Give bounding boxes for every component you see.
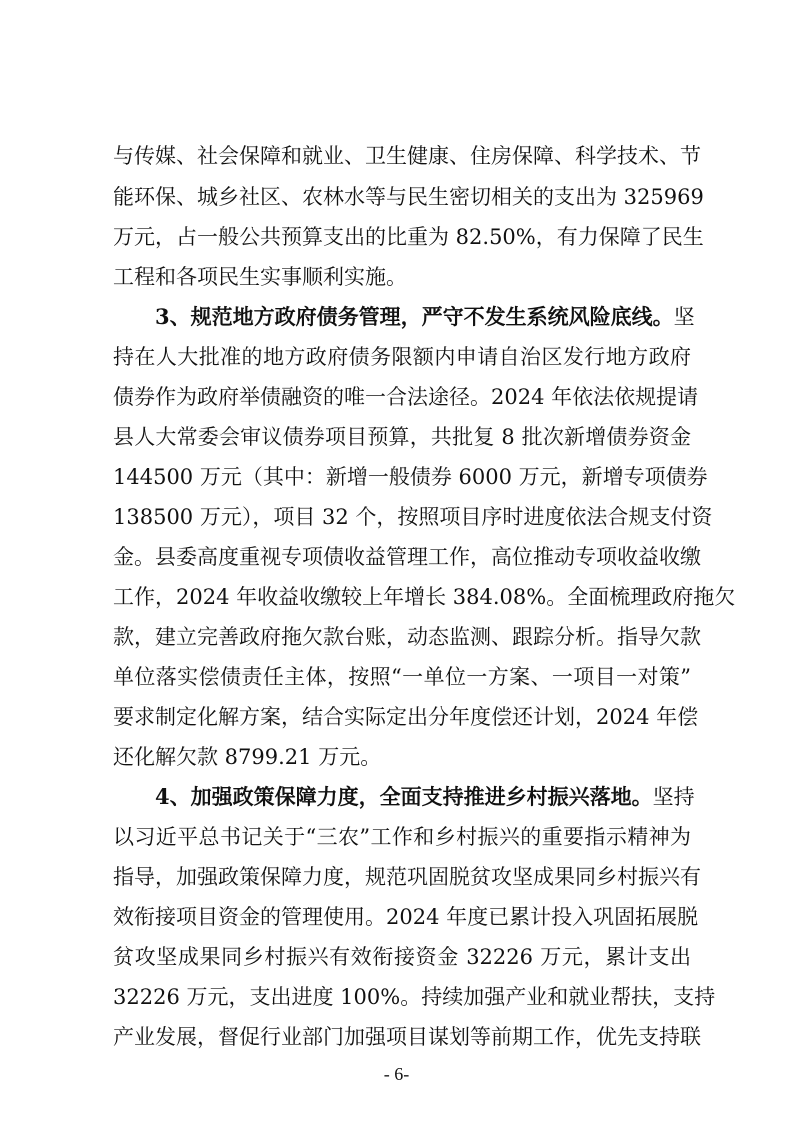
paragraph-3-line-2: 以习近平总书记关于“三农”工作和乡村振兴的重要指示精神为 — [113, 825, 691, 849]
section-3-heading: 3、规范地方政府债务管理，严守不发生系统风险底线。 — [155, 304, 674, 329]
paragraph-3-first-line — [155, 782, 695, 812]
paragraph-2-first-line — [155, 302, 695, 332]
paragraph-2-first-line-rest: 坚 — [673, 305, 695, 329]
paragraph-2-line-9: 款，建立完善政府拖欠款台账，动态监测、跟踪分析。指导欠款 — [113, 625, 701, 649]
paragraph-2-line-3: 债券作为政府举债融资的唯一合法途径。2024 年依法依规提请 — [113, 385, 699, 409]
paragraph-3-line-6: 32226 万元，支出进度 100%。持续加强产业和就业帮扶，支持 — [113, 985, 716, 1009]
paragraph-2-line-2: 持在人大批准的地方政府债务限额内申请自治区发行地方政府 — [113, 345, 691, 369]
paragraph-3-line-5: 贫攻坚成果同乡村振兴有效衔接资金 32226 万元，累计支出 — [113, 945, 691, 969]
paragraph-2-line-7: 金。县委高度重视专项债收益管理工作，高位推动专项收益收缴 — [113, 545, 701, 569]
paragraph-1-line-2: 能环保、城乡社区、农林水等与民生密切相关的支出为 325969 — [113, 185, 704, 209]
paragraph-3-first-line-rest: 坚持 — [652, 785, 695, 809]
paragraph-2-line-8: 工作，2024 年收益收缴较上年增长 384.08%。全面梳理政府拖欠 — [113, 585, 736, 609]
paragraph-2-line-12: 还化解欠款 8799.21 万元。 — [113, 745, 382, 769]
paragraph-2-line-5: 144500 万元（其中：新增一般债券 6000 万元，新增专项债券 — [113, 465, 708, 489]
paragraph-3-line-7: 产业发展，督促行业部门加强项目谋划等前期工作，优先支持联 — [113, 1025, 701, 1049]
paragraph-1-line-4: 工程和各项民生实事顺利实施。 — [113, 265, 407, 289]
paragraph-1-line-3: 万元，占一般公共预算支出的比重为 82.50%，有力保障了民生 — [113, 225, 704, 249]
paragraph-3-line-3: 指导，加强政策保障力度，规范巩固脱贫攻坚成果同乡村振兴有 — [113, 865, 701, 889]
paragraph-2-line-10: 单位落实偿债责任主体，按照“一单位一方案、一项目一对策” — [113, 665, 691, 689]
paragraph-2-line-11: 要求制定化解方案，结合实际定出分年度偿还计划，2024 年偿 — [113, 705, 699, 729]
page-number: - 6- — [383, 1064, 410, 1084]
section-4-heading: 4、加强政策保障力度，全面支持推进乡村振兴落地。 — [155, 784, 653, 809]
paragraph-3-line-4: 效衔接项目资金的管理使用。2024 年度已累计投入巩固拓展脱 — [113, 905, 699, 929]
paragraph-1-line-1: 与传媒、社会保障和就业、卫生健康、住房保障、科学技术、节 — [113, 144, 701, 168]
paragraph-2-line-4: 县人大常委会审议债券项目预算，共批复 8 批次新增债券资金 — [113, 425, 691, 449]
paragraph-2-line-6: 138500 万元），项目 32 个，按照项目序时进度依法合规支付资 — [113, 505, 713, 529]
